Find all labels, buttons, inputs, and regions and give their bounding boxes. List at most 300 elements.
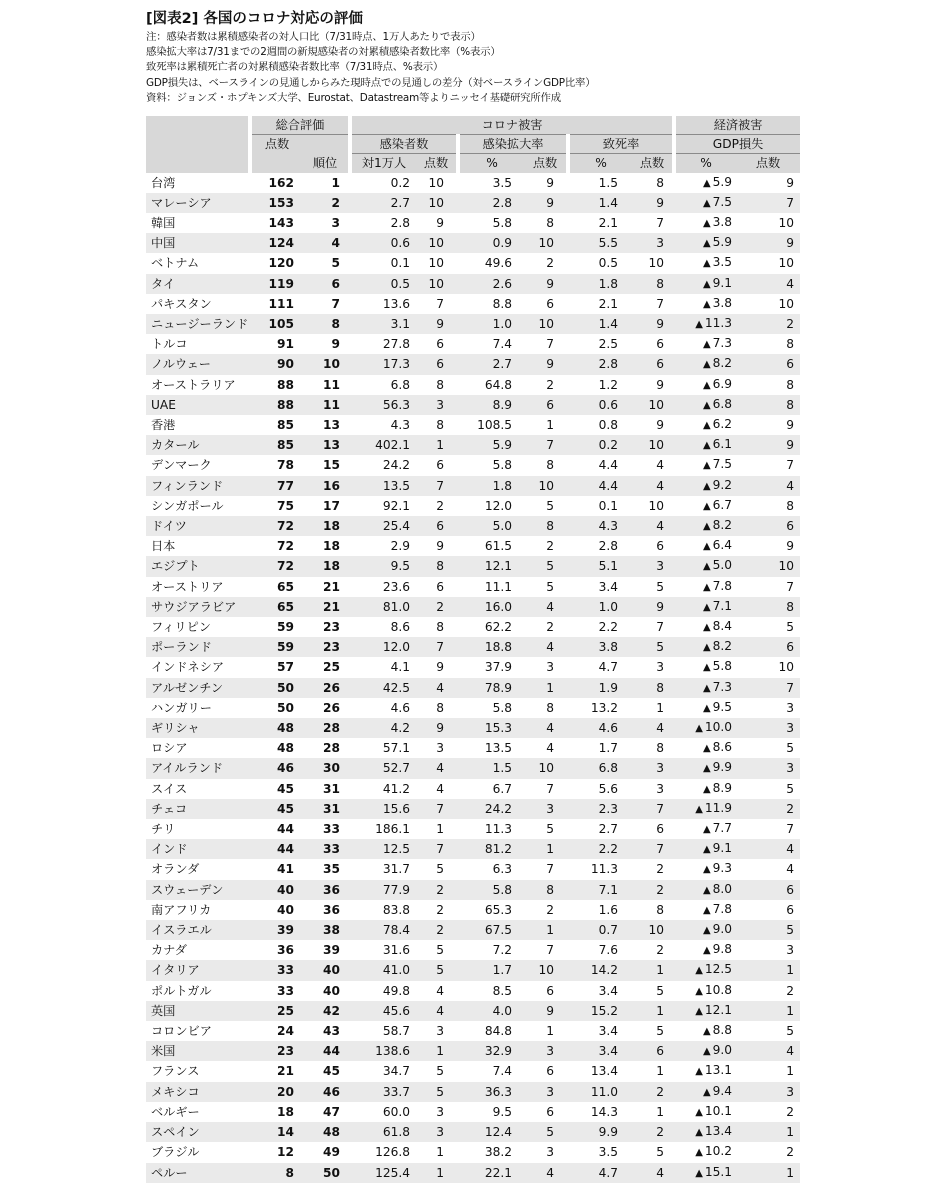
table-row bbox=[146, 455, 800, 475]
gdp-loss-pct bbox=[674, 637, 736, 657]
infections-per-10k: 52.7 bbox=[350, 758, 416, 778]
gdp-loss-pct bbox=[674, 1082, 736, 1102]
spread-rate-points: 7 bbox=[524, 435, 568, 455]
gdp-loss-points: 3 bbox=[786, 943, 795, 958]
infections-points: 4 bbox=[436, 983, 444, 998]
table-row bbox=[146, 556, 800, 576]
spread-rate-points: 4 bbox=[546, 741, 554, 756]
fatality-points: 8 bbox=[632, 678, 674, 698]
gdp-loss-points: 4 bbox=[736, 839, 800, 859]
country-name: ポーランド bbox=[146, 637, 250, 657]
infections-per-10k: 49.8 bbox=[382, 983, 410, 998]
gdp-loss-pct bbox=[674, 1142, 736, 1162]
triangle-negative-icon: ▲ bbox=[702, 258, 711, 270]
infections-points: 6 bbox=[416, 516, 458, 536]
gdp-loss-value: 3.5 bbox=[712, 255, 733, 270]
spread-rate-pct: 62.2 bbox=[484, 620, 512, 635]
gdp-loss-pct bbox=[674, 859, 736, 879]
infections-points: 2 bbox=[416, 920, 458, 940]
overall-rank: 31 bbox=[323, 781, 340, 796]
spread-rate-pct: 16.0 bbox=[458, 597, 524, 617]
overall-rank: 21 bbox=[302, 597, 350, 617]
spread-rate-points: 6 bbox=[546, 1104, 554, 1119]
triangle-negative-icon: ▲ bbox=[702, 1046, 711, 1058]
triangle-negative-icon: ▲ bbox=[702, 278, 711, 290]
infections-points: 6 bbox=[436, 337, 444, 352]
spread-rate-pct: 108.5 bbox=[477, 417, 512, 432]
overall-points: 44 bbox=[277, 822, 294, 837]
infections-points: 2 bbox=[436, 498, 444, 513]
gdp-loss-value: 10.8 bbox=[704, 982, 733, 997]
overall-rank: 26 bbox=[302, 678, 350, 698]
infections-per-10k: 186.1 bbox=[375, 822, 410, 837]
overall-points: 65 bbox=[277, 579, 294, 594]
fatality-points: 4 bbox=[656, 458, 665, 473]
infections-per-10k: 125.4 bbox=[350, 1163, 416, 1183]
gdp-loss-points: 6 bbox=[736, 880, 800, 900]
overall-points: 90 bbox=[250, 354, 302, 374]
gdp-loss-value: 10.2 bbox=[704, 1144, 733, 1159]
triangle-negative-icon: ▲ bbox=[702, 298, 711, 310]
fatality-points: 1 bbox=[632, 1001, 674, 1021]
country-name: ベトナム bbox=[151, 256, 200, 271]
fatality-pct: 1.5 bbox=[598, 175, 618, 190]
fatality-pct: 7.6 bbox=[598, 943, 618, 958]
gdp-loss-points: 4 bbox=[736, 274, 800, 294]
overall-points: 33 bbox=[250, 960, 302, 980]
infections-points: 2 bbox=[436, 902, 444, 917]
fatality-pct: 2.5 bbox=[598, 337, 618, 352]
infections-points: 5 bbox=[436, 862, 444, 877]
infections-points: 1 bbox=[416, 1041, 458, 1061]
gdp-loss-pct bbox=[674, 556, 736, 576]
overall-rank: 16 bbox=[302, 476, 350, 496]
gdp-loss-pct bbox=[674, 1102, 736, 1122]
gdp-loss-points: 2 bbox=[786, 983, 795, 998]
gdp-loss-pct bbox=[674, 839, 736, 859]
infections-per-10k: 138.6 bbox=[350, 1041, 416, 1061]
spread-rate-points: 6 bbox=[546, 1064, 554, 1079]
table-row bbox=[146, 173, 800, 193]
triangle-negative-icon: ▲ bbox=[695, 1127, 703, 1139]
gdp-loss-value: 8.9 bbox=[712, 780, 733, 795]
fatality-pct: 1.8 bbox=[568, 274, 632, 294]
triangle-negative-icon: ▲ bbox=[695, 965, 703, 977]
infections-points: 10 bbox=[416, 233, 458, 253]
note-line: 資料：ジョンズ・ホプキンズ大学、Eurostat、Datastream等よりニッセイ基礎研究所作成 bbox=[146, 91, 561, 104]
gdp-loss-pct bbox=[674, 395, 736, 415]
fatality-points: 9 bbox=[632, 314, 674, 334]
country-name: オーストラリア bbox=[151, 377, 236, 392]
spread-rate-pct: 7.2 bbox=[492, 943, 512, 958]
gdp-loss-value: 12.5 bbox=[704, 962, 733, 977]
fatality-pct: 9.9 bbox=[568, 1122, 632, 1142]
table-row bbox=[146, 637, 800, 657]
gdp-loss-pct bbox=[674, 758, 736, 778]
infections-points: 8 bbox=[436, 417, 444, 432]
gdp-loss-value: 8.4 bbox=[712, 619, 733, 634]
gdp-loss-pct bbox=[674, 415, 736, 435]
spread-rate-pct: 38.2 bbox=[484, 1145, 512, 1160]
overall-rank: 33 bbox=[302, 839, 350, 859]
infections-points: 8 bbox=[436, 377, 444, 392]
fatality-points: 2 bbox=[632, 880, 674, 900]
fatality-pct: 0.7 bbox=[568, 920, 632, 940]
overall-rank: 40 bbox=[323, 983, 340, 998]
gdp-loss-value: 9.1 bbox=[712, 275, 733, 290]
triangle-negative-icon: ▲ bbox=[702, 197, 711, 209]
infections-points: 6 bbox=[436, 579, 444, 594]
fatality-points: 7 bbox=[656, 296, 665, 311]
fatality-points: 4 bbox=[632, 1163, 674, 1183]
gdp-loss-pct bbox=[674, 920, 736, 940]
overall-points: 120 bbox=[268, 256, 294, 271]
note-line: 感染拡大率は7/31までの2週間の新規感染者の対累積感染者数比率（%表示） bbox=[146, 46, 501, 59]
table-row bbox=[146, 354, 800, 374]
infections-per-10k: 58.7 bbox=[382, 1024, 410, 1039]
fatality-pct: 14.3 bbox=[590, 1104, 618, 1119]
gdp-loss-pct bbox=[674, 334, 736, 354]
triangle-negative-icon: ▲ bbox=[702, 1026, 711, 1038]
overall-rank: 23 bbox=[323, 620, 340, 635]
country-name: マレーシア bbox=[146, 193, 250, 213]
gdp-loss-value: 8.6 bbox=[712, 740, 733, 755]
spread-rate-points: 7 bbox=[546, 943, 554, 958]
gdp-loss-pct bbox=[674, 455, 736, 475]
gdp-loss-value: 9.4 bbox=[712, 1083, 733, 1098]
fatality-points: 10 bbox=[648, 256, 665, 271]
gdp-loss-pct bbox=[674, 698, 736, 718]
fatality-points: 8 bbox=[656, 175, 665, 190]
infections-points: 3 bbox=[436, 741, 444, 756]
gdp-loss-points: 7 bbox=[736, 193, 800, 213]
country-name: イスラエル bbox=[146, 920, 250, 940]
table-body bbox=[146, 173, 800, 1183]
fatality-pct: 5.6 bbox=[598, 781, 618, 796]
table-row bbox=[146, 193, 800, 213]
infections-points: 4 bbox=[416, 678, 458, 698]
gdp-loss-value: 10.1 bbox=[704, 1103, 733, 1118]
gdp-loss-pct bbox=[674, 516, 736, 536]
overall-rank: 25 bbox=[323, 660, 340, 675]
table-row bbox=[146, 314, 800, 334]
fatality-pct: 0.6 bbox=[568, 395, 632, 415]
country-name: 英国 bbox=[146, 1001, 250, 1021]
infections-per-10k: 0.2 bbox=[390, 175, 410, 190]
triangle-negative-icon: ▲ bbox=[702, 217, 711, 229]
fatality-points: 5 bbox=[632, 637, 674, 657]
table-row bbox=[146, 476, 800, 496]
triangle-negative-icon: ▲ bbox=[702, 945, 711, 957]
fatality-pct: 2.3 bbox=[568, 799, 632, 819]
gdp-loss-points: 7 bbox=[786, 579, 795, 594]
fatality-pct: 1.7 bbox=[598, 741, 618, 756]
overall-rank: 18 bbox=[323, 539, 340, 554]
fatality-pct: 2.2 bbox=[598, 620, 618, 635]
triangle-negative-icon: ▲ bbox=[702, 662, 711, 674]
fatality-points: 6 bbox=[656, 822, 665, 837]
spread-rate-pct: 12.4 bbox=[458, 1122, 524, 1142]
infections-per-10k: 2.8 bbox=[390, 215, 410, 230]
gdp-loss-value: 12.1 bbox=[704, 1002, 733, 1017]
gdp-loss-value: 7.5 bbox=[712, 457, 733, 472]
gdp-loss-pct bbox=[674, 940, 736, 960]
fatality-points: 9 bbox=[632, 193, 674, 213]
infections-points: 7 bbox=[416, 799, 458, 819]
fatality-pct: 2.2 bbox=[568, 839, 632, 859]
overall-rank: 50 bbox=[302, 1163, 350, 1183]
fatality-points: 2 bbox=[632, 1082, 674, 1102]
triangle-negative-icon: ▲ bbox=[695, 1106, 703, 1118]
fatality-points: 9 bbox=[656, 377, 665, 392]
country-name: カタール bbox=[146, 435, 250, 455]
country-name: ハンガリー bbox=[151, 700, 212, 715]
spread-rate-points: 9 bbox=[524, 193, 568, 213]
table-row bbox=[146, 435, 800, 455]
fatality-points: 2 bbox=[632, 1122, 674, 1142]
overall-points: 143 bbox=[268, 215, 294, 230]
overall-points: 88 bbox=[250, 395, 302, 415]
page-title: [図表2] 各国のコロナ対応の評価 bbox=[146, 11, 363, 27]
gdp-loss-points: 5 bbox=[736, 920, 800, 940]
table-row bbox=[146, 880, 800, 900]
triangle-negative-icon: ▲ bbox=[702, 339, 711, 351]
country-name: アイルランド bbox=[146, 758, 250, 778]
infections-points: 5 bbox=[436, 1064, 444, 1079]
infections-points: 9 bbox=[416, 314, 458, 334]
header-blank bbox=[302, 135, 350, 154]
gdp-loss-value: 8.2 bbox=[712, 518, 733, 532]
infections-points: 10 bbox=[416, 193, 458, 213]
fatality-pct: 3.4 bbox=[598, 579, 618, 594]
infections-points: 3 bbox=[436, 1024, 444, 1039]
overall-points: 85 bbox=[250, 435, 302, 455]
table-row bbox=[146, 334, 800, 354]
gdp-loss-pct bbox=[674, 274, 736, 294]
overall-points: 65 bbox=[250, 597, 302, 617]
spread-rate-pct: 11.3 bbox=[484, 822, 512, 837]
spread-rate-points: 10 bbox=[524, 960, 568, 980]
gdp-loss-points: 5 bbox=[786, 781, 795, 796]
country-name: チリ bbox=[151, 822, 176, 837]
spread-rate-points: 10 bbox=[524, 476, 568, 496]
spread-rate-points: 6 bbox=[546, 983, 554, 998]
table-row bbox=[146, 859, 800, 879]
fatality-pct: 3.4 bbox=[598, 983, 618, 998]
header-gdp-pct: % bbox=[674, 154, 736, 173]
infections-points: 8 bbox=[436, 620, 444, 635]
fatality-points: 10 bbox=[648, 498, 665, 513]
fatality-points: 1 bbox=[656, 1064, 665, 1079]
fatality-points: 3 bbox=[656, 781, 665, 796]
overall-points: 48 bbox=[277, 741, 294, 756]
gdp-loss-points: 1 bbox=[736, 1001, 800, 1021]
spread-rate-pct: 7.4 bbox=[492, 337, 512, 352]
overall-points: 25 bbox=[250, 1001, 302, 1021]
infections-points: 1 bbox=[436, 1145, 444, 1160]
triangle-negative-icon: ▲ bbox=[702, 561, 711, 573]
country-name: ポルトガル bbox=[151, 983, 212, 998]
triangle-negative-icon: ▲ bbox=[695, 318, 703, 330]
fatality-points: 7 bbox=[656, 620, 665, 635]
spread-rate-pct: 11.1 bbox=[484, 579, 512, 594]
infections-points: 9 bbox=[436, 539, 444, 554]
fatality-pct: 11.3 bbox=[590, 862, 618, 877]
triangle-negative-icon: ▲ bbox=[702, 521, 711, 532]
gdp-loss-value: 6.2 bbox=[712, 416, 733, 431]
gdp-loss-points: 6 bbox=[736, 516, 800, 536]
spread-rate-points: 8 bbox=[546, 215, 554, 230]
spread-rate-pct: 67.5 bbox=[458, 920, 524, 940]
fatality-pct: 13.2 bbox=[590, 700, 618, 715]
spread-rate-points: 10 bbox=[524, 314, 568, 334]
table-row bbox=[146, 839, 800, 859]
infections-points: 8 bbox=[436, 700, 444, 715]
country-name: スイス bbox=[151, 781, 188, 796]
spread-rate-points: 3 bbox=[524, 1082, 568, 1102]
gdp-loss-pct bbox=[674, 617, 736, 637]
triangle-negative-icon: ▲ bbox=[702, 783, 711, 795]
infections-per-10k: 2.7 bbox=[350, 193, 416, 213]
fatality-pct: 4.6 bbox=[568, 718, 632, 738]
gdp-loss-value: 6.8 bbox=[712, 396, 733, 411]
country-name: ペルー bbox=[146, 1163, 250, 1183]
gdp-loss-pct bbox=[674, 900, 736, 920]
gdp-loss-pct bbox=[674, 738, 736, 758]
infections-per-10k: 61.8 bbox=[350, 1122, 416, 1142]
overall-points: 77 bbox=[250, 476, 302, 496]
triangle-negative-icon: ▲ bbox=[695, 1005, 703, 1017]
fatality-pct: 4.7 bbox=[598, 660, 618, 675]
infections-points: 5 bbox=[416, 960, 458, 980]
fatality-points: 8 bbox=[656, 741, 665, 756]
country-name: ベルギー bbox=[151, 1104, 200, 1119]
overall-rank: 11 bbox=[302, 395, 350, 415]
overall-points: 124 bbox=[250, 233, 302, 253]
country-name: ノルウェー bbox=[146, 354, 250, 374]
gdp-loss-points: 4 bbox=[736, 1041, 800, 1061]
fatality-points: 5 bbox=[656, 1145, 665, 1160]
triangle-negative-icon: ▲ bbox=[702, 824, 711, 836]
gdp-loss-pct bbox=[674, 314, 736, 334]
gdp-loss-pct bbox=[674, 577, 736, 597]
country-name: トルコ bbox=[151, 337, 188, 352]
fatality-pct: 6.8 bbox=[568, 758, 632, 778]
gdp-loss-points: 3 bbox=[736, 1082, 800, 1102]
fatality-points: 9 bbox=[656, 417, 665, 432]
infections-points: 2 bbox=[416, 597, 458, 617]
country-name: 香港 bbox=[151, 417, 176, 432]
table-header bbox=[146, 116, 800, 173]
overall-rank: 6 bbox=[302, 274, 350, 294]
gdp-loss-value: 9.5 bbox=[712, 699, 733, 714]
fatality-pct: 1.0 bbox=[568, 597, 632, 617]
spread-rate-pct: 2.8 bbox=[458, 193, 524, 213]
country-name: コロンビア bbox=[151, 1024, 212, 1039]
fatality-pct: 5.1 bbox=[568, 556, 632, 576]
header-gdp-loss: GDP損失 bbox=[674, 135, 800, 154]
overall-rank: 48 bbox=[302, 1122, 350, 1142]
gdp-loss-points: 10 bbox=[778, 660, 795, 675]
overall-points: 24 bbox=[277, 1024, 294, 1039]
triangle-negative-icon: ▲ bbox=[702, 884, 711, 896]
spread-rate-points: 5 bbox=[546, 579, 554, 594]
table-row bbox=[146, 940, 800, 960]
spread-rate-pct: 9.5 bbox=[492, 1104, 512, 1119]
header-blank bbox=[146, 135, 250, 154]
triangle-negative-icon: ▲ bbox=[702, 702, 711, 714]
overall-points: 50 bbox=[250, 678, 302, 698]
spread-rate-pct: 3.5 bbox=[492, 175, 512, 190]
overall-points: 36 bbox=[277, 943, 294, 958]
fatality-pct: 4.3 bbox=[568, 516, 632, 536]
gdp-loss-value: 3.8 bbox=[712, 214, 733, 229]
infections-per-10k: 56.3 bbox=[350, 395, 416, 415]
spread-rate-pct: 18.8 bbox=[458, 637, 524, 657]
gdp-loss-pct bbox=[674, 496, 736, 516]
header-blank bbox=[146, 154, 250, 173]
gdp-loss-value: 9.0 bbox=[712, 1043, 733, 1058]
overall-points: 23 bbox=[250, 1041, 302, 1061]
table-row bbox=[146, 395, 800, 415]
gdp-loss-points: 9 bbox=[786, 175, 795, 190]
overall-rank: 38 bbox=[302, 920, 350, 940]
overall-points: 78 bbox=[277, 458, 294, 473]
overall-rank: 3 bbox=[331, 215, 340, 230]
gdp-loss-points: 3 bbox=[736, 718, 800, 738]
infections-points: 6 bbox=[416, 354, 458, 374]
country-name: オランダ bbox=[151, 862, 200, 877]
triangle-negative-icon: ▲ bbox=[702, 480, 711, 492]
overall-points: 45 bbox=[250, 799, 302, 819]
spread-rate-pct: 78.9 bbox=[458, 678, 524, 698]
overall-rank: 23 bbox=[302, 637, 350, 657]
triangle-negative-icon: ▲ bbox=[702, 864, 711, 876]
gdp-loss-pct bbox=[674, 476, 736, 496]
fatality-pct: 1.4 bbox=[568, 193, 632, 213]
table-row bbox=[146, 1142, 800, 1162]
fatality-pct: 1.6 bbox=[598, 902, 618, 917]
infections-points: 3 bbox=[416, 1122, 458, 1142]
gdp-loss-pct bbox=[674, 981, 736, 1001]
overall-points: 72 bbox=[250, 556, 302, 576]
fatality-pct: 3.4 bbox=[598, 1024, 618, 1039]
table-row bbox=[146, 274, 800, 294]
overall-rank: 43 bbox=[323, 1024, 340, 1039]
spread-rate-pct: 2.6 bbox=[458, 274, 524, 294]
gdp-loss-points: 5 bbox=[786, 1024, 795, 1039]
country-name: イタリア bbox=[146, 960, 250, 980]
gdp-loss-value: 9.0 bbox=[712, 922, 733, 937]
infections-per-10k: 24.2 bbox=[382, 458, 410, 473]
fatality-points: 10 bbox=[632, 395, 674, 415]
overall-points: 44 bbox=[250, 839, 302, 859]
triangle-negative-icon: ▲ bbox=[702, 925, 711, 937]
infections-points: 4 bbox=[416, 758, 458, 778]
infections-points: 1 bbox=[416, 435, 458, 455]
fatality-pct: 0.1 bbox=[598, 498, 618, 513]
spread-rate-points: 5 bbox=[546, 498, 554, 513]
spread-rate-pct: 5.8 bbox=[492, 458, 512, 473]
spread-rate-points: 9 bbox=[524, 274, 568, 294]
fatality-pct: 7.1 bbox=[568, 880, 632, 900]
fatality-points: 7 bbox=[632, 799, 674, 819]
overall-points: 119 bbox=[250, 274, 302, 294]
gdp-loss-points: 10 bbox=[778, 215, 795, 230]
table-row bbox=[146, 233, 800, 253]
country-name: 韓国 bbox=[151, 215, 176, 230]
spread-rate-pct: 4.0 bbox=[458, 1001, 524, 1021]
